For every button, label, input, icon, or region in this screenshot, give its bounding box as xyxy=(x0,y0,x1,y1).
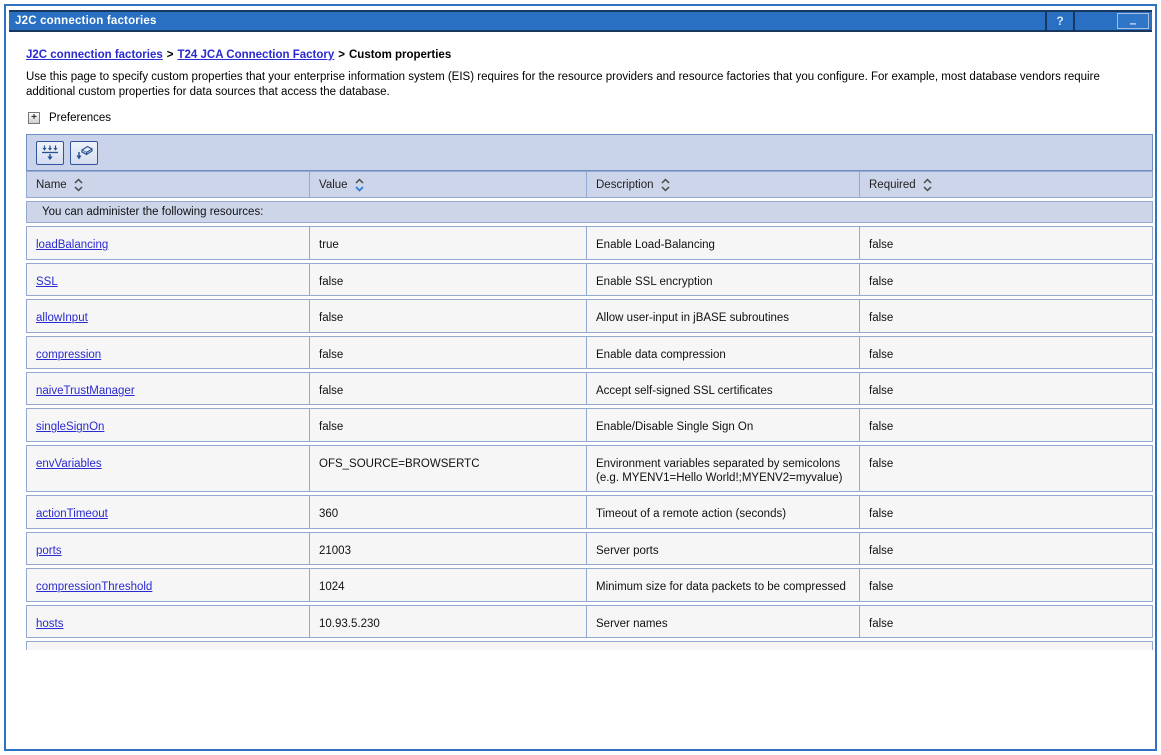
table-header-row xyxy=(26,171,1153,198)
table-row xyxy=(26,445,1153,493)
table-row xyxy=(26,336,1153,369)
property-name-link[interactable]: actionTimeout xyxy=(36,508,108,521)
property-name-link[interactable]: envVariables xyxy=(36,457,102,470)
property-name-link[interactable]: compressionThreshold xyxy=(36,581,153,594)
table-row xyxy=(26,263,1153,296)
description-cell: Allow user-input in jBASE subroutines xyxy=(587,300,860,331)
required-cell: false xyxy=(869,348,894,361)
name-cell xyxy=(27,446,310,492)
name-cell xyxy=(27,300,310,331)
custom-properties-table xyxy=(26,171,1153,650)
description-cell: Server names xyxy=(587,606,860,637)
table-row-partial xyxy=(26,641,1153,650)
column-header-label: Description xyxy=(596,179,654,192)
required-cell: false xyxy=(869,384,894,397)
required-cell: false xyxy=(869,581,894,594)
name-cell xyxy=(27,373,310,404)
breadcrumb-separator: > xyxy=(338,49,345,61)
breadcrumb-link-t24-factory[interactable]: T24 JCA Connection Factory xyxy=(177,49,335,61)
column-header-label: Required xyxy=(869,179,916,192)
description-cell: Accept self-signed SSL certificates xyxy=(587,373,860,404)
required-cell: false xyxy=(869,457,894,470)
sort-carets-icon[interactable] xyxy=(923,178,932,192)
table-row xyxy=(26,372,1153,405)
column-header-name[interactable] xyxy=(27,172,310,197)
breadcrumb xyxy=(26,49,1143,61)
required-cell: false xyxy=(869,275,894,288)
name-cell xyxy=(27,606,310,637)
breadcrumb-separator: > xyxy=(166,49,174,61)
title-bar xyxy=(9,10,1152,32)
value-cell: false xyxy=(310,264,587,295)
show-filter-icon xyxy=(41,145,59,161)
property-name-link[interactable]: loadBalancing xyxy=(36,239,109,252)
breadcrumb-link-j2c-factories[interactable]: J2C connection factories xyxy=(26,49,163,61)
description-cell: Enable SSL encryption xyxy=(587,264,860,295)
name-cell xyxy=(27,409,310,440)
value-cell: false xyxy=(310,373,587,404)
property-name-link[interactable]: SSL xyxy=(36,275,58,288)
value-cell: false xyxy=(310,409,587,440)
property-name-link[interactable]: hosts xyxy=(36,617,64,630)
description-cell: Environment variables separated by semicolons (e.g. MYENV1=Hello World!;MYENV2=myvalue) xyxy=(587,446,860,492)
table-caption: You can administer the following resources: xyxy=(26,201,1153,223)
value-cell: 21003 xyxy=(310,533,587,564)
required-cell: false xyxy=(869,421,894,434)
value-cell: false xyxy=(310,337,587,368)
property-name-link[interactable]: compression xyxy=(36,348,102,361)
name-cell xyxy=(27,533,310,564)
column-header-label: Name xyxy=(36,179,67,192)
value-cell: OFS_SOURCE=BROWSERTC xyxy=(310,446,587,492)
preferences-toggle[interactable] xyxy=(26,112,1143,124)
name-cell xyxy=(27,496,310,527)
description-cell: Enable/Disable Single Sign On xyxy=(587,409,860,440)
value-cell: 1024 xyxy=(310,569,587,600)
value-cell: false xyxy=(310,300,587,331)
page-content xyxy=(6,32,1155,650)
clear-filter-icon xyxy=(75,145,93,161)
console-window xyxy=(4,4,1157,751)
value-cell: 360 xyxy=(310,496,587,527)
page-description: Use this page to specify custom properties that your enterprise information system (EIS) requires for the resource providers and resource factories that you configure. For example, most database vendors require additional custom properties for data sources that access the database. xyxy=(26,71,1100,98)
name-cell xyxy=(27,569,310,600)
minimize-button[interactable]: – xyxy=(1117,13,1149,29)
show-filter-button[interactable] xyxy=(36,141,64,165)
column-header-description[interactable] xyxy=(587,172,860,197)
property-name-link[interactable]: singleSignOn xyxy=(36,421,105,434)
help-button[interactable]: ? xyxy=(1056,14,1064,28)
table-row xyxy=(26,605,1153,638)
required-cell: false xyxy=(869,544,894,557)
required-cell: false xyxy=(869,617,894,630)
required-cell: false xyxy=(869,508,894,521)
description-cell: Enable data compression xyxy=(587,337,860,368)
table-row xyxy=(26,299,1153,332)
expand-plus-icon[interactable]: + xyxy=(28,112,40,124)
property-name-link[interactable]: ports xyxy=(36,544,62,557)
property-name-link[interactable]: naiveTrustManager xyxy=(36,384,135,397)
description-cell: Enable Load-Balancing xyxy=(587,227,860,258)
column-header-required[interactable] xyxy=(860,172,1152,197)
property-name-link[interactable]: allowInput xyxy=(36,312,88,325)
clear-filter-button[interactable] xyxy=(70,141,98,165)
table-toolbar xyxy=(26,134,1153,171)
name-cell xyxy=(27,264,310,295)
table-row xyxy=(26,408,1153,441)
titlebar-spacer xyxy=(1075,12,1117,30)
value-cell: 10.93.5.230 xyxy=(310,606,587,637)
required-cell: false xyxy=(869,312,894,325)
required-cell: false xyxy=(869,239,894,252)
sort-carets-icon[interactable] xyxy=(355,178,364,192)
table-body xyxy=(26,226,1153,638)
column-header-label: Value xyxy=(319,179,348,192)
table-row xyxy=(26,532,1153,565)
sort-carets-icon[interactable] xyxy=(74,178,83,192)
table-row xyxy=(26,568,1153,601)
sort-carets-icon[interactable] xyxy=(661,178,670,192)
breadcrumb-current-page: Custom properties xyxy=(348,49,452,61)
window-title: J2C connection factories xyxy=(15,15,157,27)
name-cell xyxy=(27,337,310,368)
description-cell: Minimum size for data packets to be compressed xyxy=(587,569,860,600)
name-cell xyxy=(27,227,310,258)
preferences-label: Preferences xyxy=(49,112,112,125)
value-cell: true xyxy=(310,227,587,258)
table-row xyxy=(26,226,1153,259)
column-header-value[interactable] xyxy=(310,172,587,197)
description-cell: Timeout of a remote action (seconds) xyxy=(587,496,860,527)
table-row xyxy=(26,495,1153,528)
description-cell: Server ports xyxy=(587,533,860,564)
